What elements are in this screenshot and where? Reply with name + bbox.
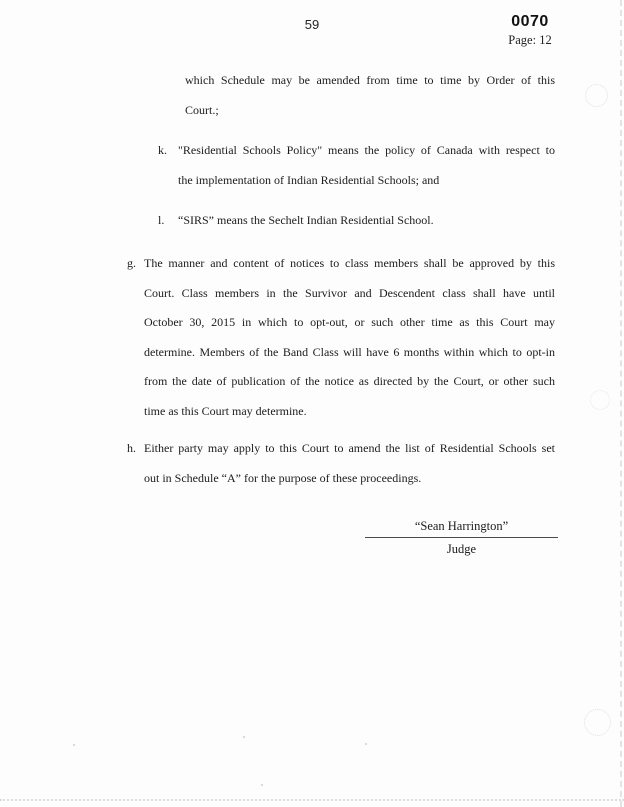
paragraph-line: determine. Members of the Band Class will have 6 months within which to opt-in bbox=[144, 344, 555, 359]
paragraph-line: Court.; bbox=[185, 102, 219, 117]
paragraph-line: October 30, 2015 in which to opt-out, or such other time as this Court may bbox=[144, 315, 555, 329]
list-item-k bbox=[0, 136, 555, 195]
scan-artifact-circle bbox=[584, 709, 611, 736]
paragraph-line: "Residential Schools Policy" means the policy of Canada with respect to bbox=[178, 143, 555, 157]
scan-artifact-circle bbox=[585, 84, 608, 107]
list-item-text bbox=[178, 206, 555, 236]
paragraph-line: from the date of publication of the notice as directed by the Court, or other such bbox=[144, 374, 555, 388]
page-number: 59 bbox=[304, 17, 320, 32]
paragraph-line: which Schedule may be amended from time to time by Order of this bbox=[185, 73, 555, 87]
signature-name: “Sean Harrington” bbox=[365, 516, 558, 538]
list-item-text bbox=[178, 136, 555, 195]
scan-speck bbox=[243, 736, 245, 738]
scan-speck bbox=[261, 784, 263, 786]
scan-edge-line bbox=[620, 0, 622, 807]
list-item-l bbox=[0, 206, 555, 236]
list-item-label: g. bbox=[127, 256, 136, 270]
signature-title: Judge bbox=[446, 542, 477, 556]
paragraph-line: out in Schedule “A” for the purpose of these proceedings. bbox=[144, 470, 422, 485]
paragraph-line: time as this Court may determine. bbox=[144, 403, 307, 418]
scan-speck bbox=[73, 744, 75, 746]
list-item-text bbox=[144, 434, 555, 493]
list-item-text bbox=[144, 249, 555, 426]
paragraph-line: Either party may apply to this Court to amend the list of Residential Schools set bbox=[144, 441, 555, 455]
stamp-page-label: Page: 12 bbox=[508, 33, 552, 47]
signature-block bbox=[365, 516, 558, 559]
paragraph-line: “SIRS” means the Sechelt Indian Residential School. bbox=[178, 213, 434, 227]
list-item-label: h. bbox=[127, 441, 136, 455]
paragraph-continuation bbox=[185, 66, 555, 125]
paragraph-line: Court. Class members in the Survivor and Descendent class shall have until bbox=[144, 285, 555, 300]
list-item-label: k. bbox=[158, 143, 167, 157]
scan-artifact-circle bbox=[590, 390, 610, 410]
paragraph-line: The manner and content of notices to class members shall be approved by this bbox=[144, 256, 555, 270]
scan-speck bbox=[365, 743, 367, 745]
list-item-h bbox=[0, 434, 555, 493]
paragraph-line: the implementation of Indian Residential Schools; and bbox=[178, 172, 440, 187]
stamp-number: 0070 bbox=[511, 13, 549, 30]
list-item-g bbox=[0, 249, 555, 426]
scan-edge-line bbox=[0, 799, 624, 801]
bates-stamp bbox=[492, 13, 568, 48]
list-item-label: l. bbox=[158, 213, 165, 227]
